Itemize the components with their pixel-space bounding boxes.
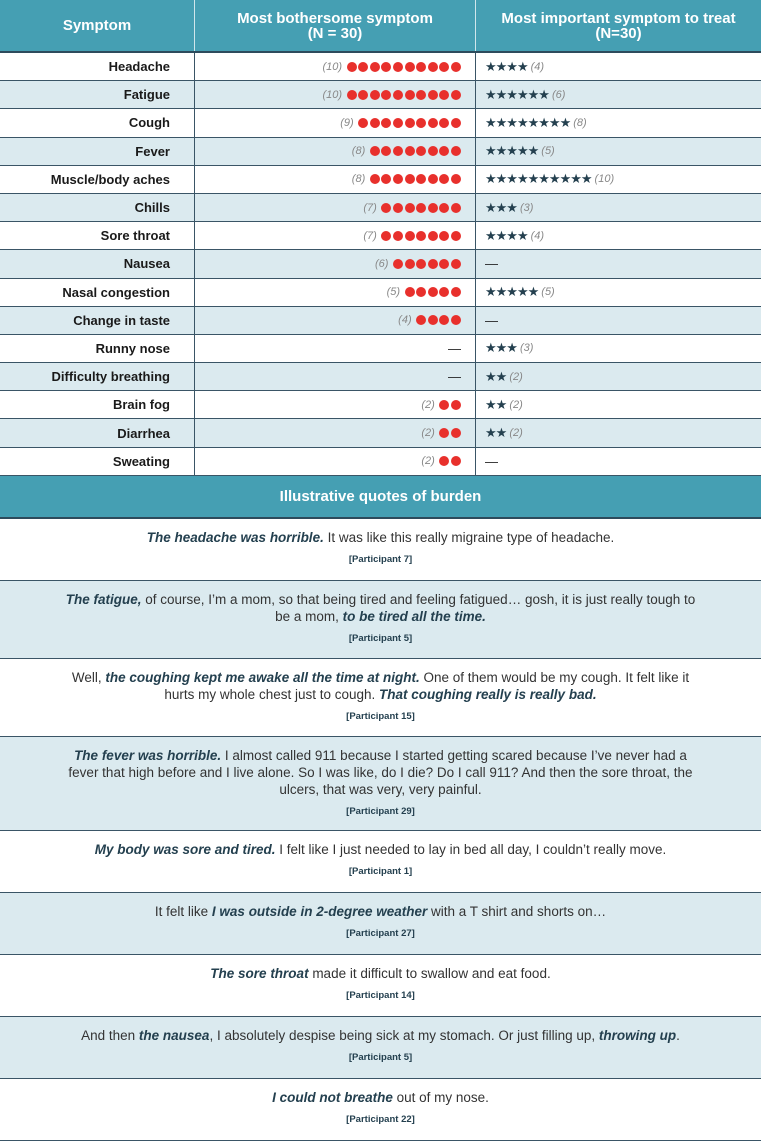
red-dot-icon — [439, 231, 449, 241]
quote-emphasis: throwing up — [598, 1027, 677, 1043]
quote-block — [0, 659, 761, 737]
dash: — — [485, 453, 498, 469]
quote-segment: It felt like — [154, 903, 212, 919]
important-count: (6) — [551, 88, 566, 101]
red-dot-icon — [439, 62, 449, 72]
quotes-title: Illustrative quotes of burden — [0, 476, 761, 519]
red-dot-icon — [347, 62, 357, 72]
red-dot-icon — [381, 146, 391, 156]
header-important-n: (N=30) — [595, 24, 642, 42]
red-dot-icon — [416, 90, 426, 100]
red-dot-icon — [393, 62, 403, 72]
star-icons: ★★★★ — [485, 58, 528, 74]
bothersome-count: (2) — [421, 398, 435, 411]
red-dot-icon — [358, 90, 368, 100]
bothersome-count: (8) — [351, 145, 366, 158]
table-row — [0, 222, 761, 250]
quote-block — [0, 737, 761, 831]
quote-text — [60, 1027, 701, 1044]
quote-block — [0, 519, 761, 581]
important-count: (4) — [530, 229, 545, 242]
star-icons: ★★★★★★ — [485, 86, 549, 102]
red-dot-icon — [393, 203, 403, 213]
red-dot-icon — [439, 428, 449, 438]
red-dot-icon — [428, 174, 438, 184]
red-dot-icon — [451, 146, 461, 156]
important-cell — [476, 166, 761, 193]
important-cell — [476, 391, 761, 418]
red-dot-icon — [451, 118, 461, 128]
quote-block — [0, 1017, 761, 1079]
symptom-name: Diarrhea — [0, 419, 195, 446]
red-dot-icon — [381, 118, 391, 128]
red-dot-icon — [416, 118, 426, 128]
important-cell — [476, 419, 761, 446]
quote-segment: And then — [81, 1027, 139, 1043]
quote-emphasis: The fatigue, — [65, 591, 142, 607]
quote-text — [60, 903, 701, 920]
bothersome-cell — [195, 138, 476, 165]
red-dot-icon — [428, 62, 438, 72]
red-dot-icon — [451, 259, 461, 269]
quote-emphasis: The sore throat — [210, 965, 309, 981]
red-dot-icon — [405, 287, 415, 297]
table-row — [0, 391, 761, 419]
red-dot-icon — [393, 259, 403, 269]
quote-block — [0, 955, 761, 1017]
table-row — [0, 448, 761, 476]
quote-emphasis: The fever was horrible. — [74, 747, 222, 763]
important-cell — [476, 109, 761, 136]
red-dot-icon — [405, 62, 415, 72]
star-icons: ★★★★★ — [485, 143, 539, 159]
symptom-name: Nasal congestion — [0, 279, 195, 306]
red-dot-icon — [405, 90, 415, 100]
important-cell — [476, 194, 761, 221]
star-icons: ★★★★★ — [485, 284, 539, 300]
red-dot-icon — [451, 174, 461, 184]
star-icons: ★★ — [485, 368, 507, 384]
bothersome-cell — [195, 222, 476, 249]
red-dot-icon — [393, 90, 403, 100]
symptom-name: Nausea — [0, 250, 195, 277]
symptom-table — [0, 0, 761, 476]
bothersome-cell — [195, 250, 476, 277]
red-dot-icon — [428, 146, 438, 156]
quote-block — [0, 1079, 761, 1141]
quote-segment: Well, — [71, 669, 106, 685]
header-important-label: Most important symptom to treat — [501, 9, 736, 27]
symptom-name: Brain fog — [0, 391, 195, 418]
red-dot-icon — [381, 62, 391, 72]
quote-block — [0, 893, 761, 955]
quote-text — [60, 965, 701, 982]
quote-text — [60, 669, 701, 703]
table-row — [0, 109, 761, 137]
red-dot-icon — [439, 456, 449, 466]
red-dot-icon — [393, 118, 403, 128]
red-dot-icon — [428, 231, 438, 241]
important-cell — [476, 335, 761, 362]
red-dot-icon — [439, 118, 449, 128]
quote-emphasis: That coughing really is really bad. — [379, 686, 597, 702]
bothersome-cell — [195, 81, 476, 108]
important-cell — [476, 363, 761, 390]
table-row — [0, 81, 761, 109]
symptom-name: Difficulty breathing — [0, 363, 195, 390]
red-dot-icon — [451, 428, 461, 438]
participant-label: [Participant 14] — [346, 989, 415, 1001]
red-dot-icon — [451, 90, 461, 100]
important-count: (4) — [530, 60, 545, 73]
important-count: (8) — [573, 116, 587, 129]
table-row — [0, 138, 761, 166]
red-dot-icon — [451, 203, 461, 213]
participant-label: [Participant 5] — [348, 1051, 413, 1063]
important-count: (3) — [519, 201, 534, 214]
red-dot-icon — [416, 62, 426, 72]
important-count: (2) — [509, 370, 523, 383]
table-row — [0, 194, 761, 222]
red-dot-icon — [428, 259, 438, 269]
bothersome-cell — [195, 166, 476, 193]
quote-segment: . — [676, 1027, 680, 1043]
dash: — — [485, 312, 498, 328]
red-dot-icon — [370, 146, 380, 156]
symptom-name: Headache — [0, 53, 195, 80]
important-count: (5) — [541, 286, 555, 299]
star-icons: ★★★★★★★★ — [485, 114, 571, 130]
important-cell — [476, 222, 761, 249]
symptom-name: Muscle/body aches — [0, 166, 195, 193]
red-dot-icon — [428, 90, 438, 100]
table-row — [0, 279, 761, 307]
participant-label: [Participant 5] — [348, 632, 413, 644]
quote-emphasis: the nausea — [138, 1027, 210, 1043]
star-icons: ★★ — [485, 425, 507, 441]
red-dot-icon — [358, 118, 368, 128]
red-dot-icon — [347, 90, 357, 100]
red-dot-icon — [428, 315, 438, 325]
bothersome-count: (4) — [398, 314, 412, 327]
bothersome-cell — [195, 307, 476, 334]
important-cell — [476, 138, 761, 165]
important-cell — [476, 448, 761, 475]
star-icons: ★★ — [485, 396, 507, 412]
bothersome-cell — [195, 419, 476, 446]
quote-segment: out of my nose. — [392, 1089, 489, 1105]
important-count: (2) — [509, 398, 523, 411]
bothersome-count: (8) — [351, 173, 366, 186]
important-cell — [476, 81, 761, 108]
red-dot-icon — [405, 146, 415, 156]
quote-emphasis: to be tired all the time. — [342, 608, 486, 624]
red-dot-icon — [428, 118, 438, 128]
red-dot-icon — [393, 146, 403, 156]
quote-emphasis: the coughing kept me awake all the time at night. — [105, 669, 420, 685]
red-dot-icon — [405, 203, 415, 213]
red-dot-icon — [416, 231, 426, 241]
table-row — [0, 307, 761, 335]
header-bothersome-label: Most bothersome symptom — [237, 9, 433, 27]
red-dot-icon — [416, 315, 426, 325]
important-cell — [476, 279, 761, 306]
red-dot-icon — [358, 62, 368, 72]
participant-label: [Participant 15] — [346, 710, 415, 722]
dash: — — [448, 369, 461, 385]
quote-block — [0, 581, 761, 659]
red-dot-icon — [381, 231, 391, 241]
quote-text — [60, 591, 701, 625]
quote-block — [0, 831, 761, 893]
red-dot-icon — [370, 118, 380, 128]
red-dot-icon — [381, 90, 391, 100]
red-dot-icon — [370, 90, 380, 100]
red-dot-icon — [370, 174, 380, 184]
star-icons: ★★★★★★★★★★ — [485, 171, 592, 187]
red-dot-icon — [393, 174, 403, 184]
quote-text — [60, 1089, 701, 1106]
bothersome-count: (6) — [374, 257, 389, 270]
important-count: (10) — [594, 173, 615, 186]
bothersome-cell — [195, 391, 476, 418]
red-dot-icon — [428, 287, 438, 297]
quote-text — [60, 841, 701, 858]
participant-label: [Participant 22] — [346, 1113, 415, 1125]
important-cell — [476, 250, 761, 277]
symptom-name: Chills — [0, 194, 195, 221]
red-dot-icon — [416, 174, 426, 184]
table-row — [0, 419, 761, 447]
red-dot-icon — [416, 203, 426, 213]
bothersome-cell — [195, 279, 476, 306]
table-row — [0, 53, 761, 81]
quote-emphasis: The headache was horrible. — [146, 529, 324, 545]
quote-segment: made it difficult to swallow and eat food. — [308, 965, 551, 981]
quote-text — [60, 529, 701, 546]
important-cell — [476, 53, 761, 80]
table-body — [0, 53, 761, 476]
red-dot-icon — [439, 146, 449, 156]
header-symptom: Symptom — [0, 0, 195, 51]
quotes-list — [0, 519, 761, 1141]
red-dot-icon — [451, 231, 461, 241]
red-dot-icon — [381, 174, 391, 184]
red-dot-icon — [416, 287, 426, 297]
important-count: (5) — [541, 145, 555, 158]
important-count: (2) — [509, 427, 523, 440]
quote-segment: I almost called 911 because I started getting scared because I’ve never had a fever that high before and I live alone. So I was like, do I die? Do I call 911? And then the sore throat, the ulcers, that was very, very painful. — [68, 747, 693, 797]
quote-segment: with a T shirt and shorts on… — [427, 903, 607, 919]
red-dot-icon — [439, 315, 449, 325]
quote-segment: , I absolutely despise being sick at my stomach. Or just filling up, — [209, 1027, 599, 1043]
table-row — [0, 335, 761, 363]
dash: — — [448, 340, 461, 356]
bothersome-cell — [195, 194, 476, 221]
bothersome-count: (5) — [386, 286, 401, 299]
red-dot-icon — [451, 62, 461, 72]
bothersome-cell — [195, 109, 476, 136]
header-important — [476, 0, 761, 51]
red-dot-icon — [439, 400, 449, 410]
quote-emphasis: I was outside in 2-degree weather — [211, 903, 428, 919]
important-count: (3) — [519, 342, 534, 355]
participant-label: [Participant 29] — [346, 805, 415, 817]
quote-segment: of course, I’m a mom, so that being tired and feeling fatigued… gosh, it is just really tough to be a mom, — [141, 591, 696, 624]
bothersome-cell — [195, 448, 476, 475]
bothersome-count: (7) — [363, 201, 377, 214]
red-dot-icon — [405, 118, 415, 128]
participant-label: [Participant 7] — [348, 553, 413, 565]
red-dot-icon — [451, 287, 461, 297]
symptom-name: Change in taste — [0, 307, 195, 334]
quote-segment: It was like this really migraine type of headache. — [323, 529, 615, 545]
bothersome-count: (2) — [421, 427, 435, 440]
bothersome-count: (10) — [322, 60, 343, 73]
table-row — [0, 250, 761, 278]
table-row — [0, 363, 761, 391]
bothersome-count: (10) — [322, 88, 343, 101]
red-dot-icon — [451, 315, 461, 325]
bothersome-count: (2) — [421, 455, 435, 468]
star-icons: ★★★ — [485, 340, 517, 356]
red-dot-icon — [439, 287, 449, 297]
symptom-name: Sore throat — [0, 222, 195, 249]
red-dot-icon — [428, 203, 438, 213]
symptom-name: Fatigue — [0, 81, 195, 108]
participant-label: [Participant 27] — [346, 927, 415, 939]
red-dot-icon — [405, 259, 415, 269]
red-dot-icon — [439, 174, 449, 184]
quote-segment: One of them would be my cough. It felt like it hurts my whole chest just to cough. — [164, 669, 690, 702]
dash: — — [485, 256, 498, 272]
red-dot-icon — [439, 203, 449, 213]
red-dot-icon — [416, 259, 426, 269]
table-header — [0, 0, 761, 53]
bothersome-cell — [195, 363, 476, 390]
participant-label: [Participant 1] — [348, 865, 413, 877]
quote-emphasis: I could not breathe — [272, 1089, 393, 1105]
header-bothersome-n: (N = 30) — [307, 24, 363, 42]
important-cell — [476, 307, 761, 334]
symptom-name: Fever — [0, 138, 195, 165]
red-dot-icon — [381, 203, 391, 213]
red-dot-icon — [405, 174, 415, 184]
quote-emphasis: My body was sore and tired. — [94, 841, 276, 857]
red-dot-icon — [439, 259, 449, 269]
symptom-name: Runny nose — [0, 335, 195, 362]
bothersome-cell — [195, 53, 476, 80]
table-row — [0, 166, 761, 194]
quote-text — [60, 747, 701, 798]
header-bothersome — [195, 0, 476, 51]
bothersome-count: (7) — [363, 229, 377, 242]
quote-segment: I felt like I just needed to lay in bed all day, I couldn’t really move. — [275, 841, 667, 857]
red-dot-icon — [405, 231, 415, 241]
star-icons: ★★★ — [485, 199, 517, 215]
bothersome-count: (9) — [340, 116, 354, 129]
red-dot-icon — [393, 231, 403, 241]
red-dot-icon — [451, 456, 461, 466]
symptom-name: Sweating — [0, 448, 195, 475]
bothersome-cell — [195, 335, 476, 362]
red-dot-icon — [439, 90, 449, 100]
symptom-name: Cough — [0, 109, 195, 136]
red-dot-icon — [416, 146, 426, 156]
red-dot-icon — [451, 400, 461, 410]
red-dot-icon — [370, 62, 380, 72]
star-icons: ★★★★ — [485, 227, 528, 243]
